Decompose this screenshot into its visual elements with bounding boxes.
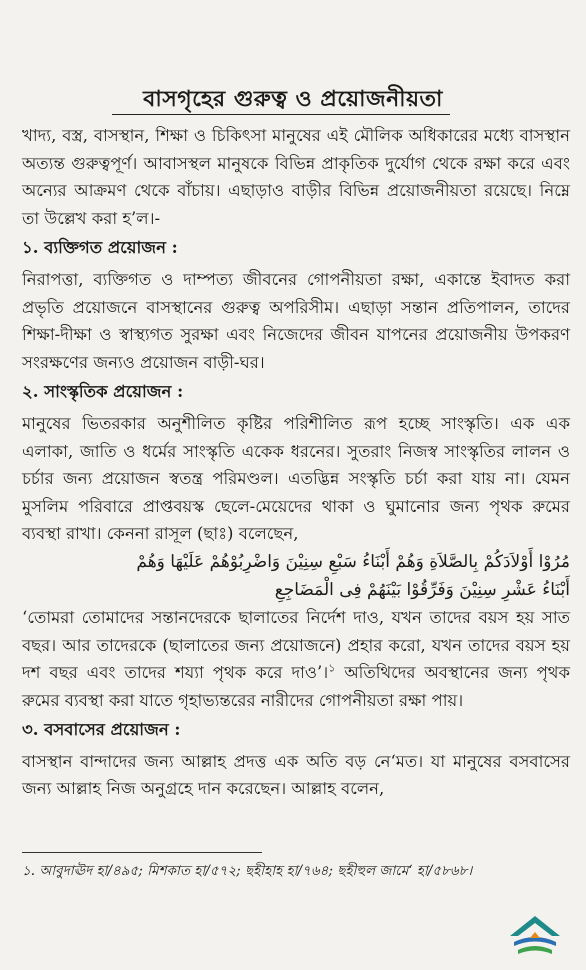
- section-heading-cultural: ২. সাংস্কৃতিক প্রয়োজন :: [22, 382, 184, 402]
- page-title: বাসগৃহের গুরুত্ব ও প্রয়োজনীয়তা: [143, 86, 443, 112]
- section-heading-personal: ১. ব্যক্তিগত প্রয়োজন :: [22, 238, 178, 258]
- footnote-divider: [22, 852, 262, 853]
- footnote-reference: ১: [328, 661, 336, 675]
- publisher-logo-icon: [500, 912, 570, 962]
- section-body-personal: নিরাপত্তা, ব্যক্তিগত ও দাম্পত্য জীবনের গোপনীয়তা রক্ষা, একান্তে ইবাদত করা প্রভৃতি প্রয়োজনে বাসস্থানের গুরুত্ব অপরিসীম। এছাড়া সন্তান প্রতিপালন, তাদের শিক্ষা-দীক্ষা ও স্বাস্থ্যগত সুরক্ষা এবং নিজেদের জীবন যাপনের প্রয়োজনীয় উপকরণ সংরক্ষণের জন্যও প্রয়োজন বাড়ী-ঘর।: [22, 269, 570, 372]
- section-body-cultural: মানুষের ভিতরকার অনুশীলিত কৃষ্টির পরিশীলিত রূপ হচ্ছে সাংস্কৃতি। এক এক এলাকা, জাতি ও ধর্মের সাংস্কৃতি একেক ধরনের। সুতরাং নিজস্ব সাংস্কৃতির লালন ও চর্চার জন্য প্রয়োজন স্বতন্ত্র পরিমণ্ডল। এতদ্ভিন্ন সংস্কৃতি চর্চা করা যায় না। যেমন মুসলিম পরিবারে প্রাপ্তবয়স্ক ছেলে-মেয়েদের থাকা ও ঘুমানোর জন্য পৃথক রুমের ব্যবস্থা রাখা। কেননা রাসূল (ছাঃ) বলেছেন,: [22, 413, 570, 544]
- guest-room-text: অতিথিদের অবস্থানের জন্য পৃথক রুমের ব্যবস্থা করা যাতে গৃহাভ্যন্তরের নারীদের গোপনীয়তা রক্ষা পায়।: [22, 663, 571, 710]
- section-heading-residence: ৩. বসবাসের প্রয়োজন :: [22, 720, 181, 740]
- footnote: ১. আবুদাঊদ হা/৪৯৫; মিশকাত হা/৫৭২; ছহীহাহ হা/৭৬৪; ছহীহুল জামে‘ হা/৫৮৬৮।: [22, 863, 473, 879]
- main-text: [22, 122, 570, 803]
- intro-paragraph: খাদ্য, বস্ত্র, বাসস্থান, শিক্ষা ও চিকিৎসা মানুষের এই মৌলিক অধিকারের মধ্যে বাসস্থান অত্যন্ত গুরুত্বপূর্ণ। আবাসস্থল মানুষকে বিভিন্ন প্রাকৃতিক দুর্যোগ থেকে রক্ষা করে এবং অন্যের আক্রমণ থেকে বাঁচায়। এছাড়াও বাড়ীর বিভিন্ন প্রয়োজনীয়তা রয়েছে। নিম্নে তা উল্লেখ করা হ’ল।-: [22, 126, 570, 228]
- section-body-residence: বাসস্থান বান্দাদের জন্য আল্লাহ প্রদত্ত এক অতি বড় নে‘মত। যা মানুষের বসবাসের জন্য আল্লাহ নিজ অনুগ্রহে দান করেছেন। আল্লাহ বলেন,: [22, 751, 570, 799]
- hadith-translation-text: ‘তোমরা তোমাদের সন্তানদেরকে ছালাতের নির্দেশ দাও, যখন তাদের বয়স হয় সাত বছর। আর তাদেরকে (ছালাতের জন্য প্রয়োজনে) প্রহার করো, যখন তাদের বয়স হয় দশ বছর এবং তাদের শয্যা পৃথক করে দাও’।: [22, 607, 570, 683]
- hadith-translation: [22, 604, 570, 714]
- hadith-arabic-line-2: أَبْنَاءُ عَشْرِ سِنِيْنَ وَفَرِّقُوْا بَيْنَهُمْ فِى الْمَضَاجِعِ: [274, 579, 570, 600]
- title-underline: [112, 114, 450, 115]
- hadith-arabic-line-1: مُرُوْا أَوْلاَدَكُمْ بِالصَّلاَةِ وَهُمْ أَبْنَاءُ سَبْعِ سِنِيْنَ وَاضْرِبُوْهُمْ عَلَيْهَا وَهُمْ: [136, 551, 570, 572]
